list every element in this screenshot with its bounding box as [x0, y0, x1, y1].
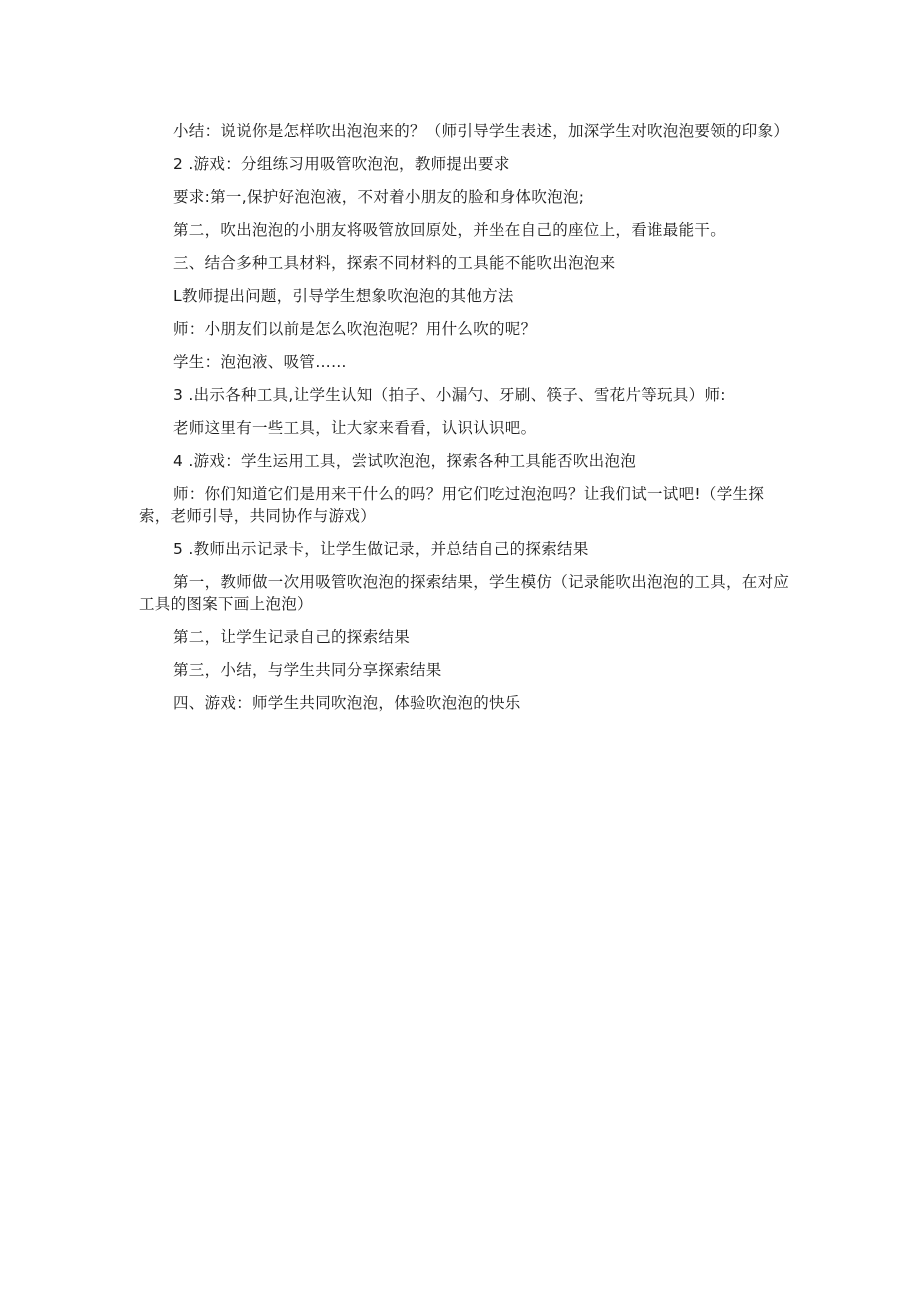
paragraph-summary: 小结：说说你是怎样吹出泡泡来的？（师引导学生表述，加深学生对吹泡泡要领的印象）: [173, 122, 790, 140]
paragraph-tools-intro: 老师这里有一些工具，让大家来看看，认识认识吧。: [173, 419, 537, 437]
paragraph-student-line: 学生：泡泡液、吸管……: [173, 353, 347, 371]
paragraph-teacher-question: L教师提出问题，引导学生想象吹泡泡的其他方法: [173, 287, 514, 305]
section-heading-4: 四、游戏：师学生共同吹泡泡，体验吹泡泡的快乐: [173, 694, 521, 712]
paragraph-teacher-line: 师：小朋友们以前是怎么吹泡泡呢？用什么吹的呢？: [173, 320, 537, 338]
paragraph-step-1: 第一，教师做一次用吸管吹泡泡的探索结果，学生模仿（记录能吹出泡泡的工具，在对应工具的图案下画上泡泡）: [139, 573, 790, 613]
section-heading-3: 三、结合多种工具材料，探索不同材料的工具能不能吹出泡泡来: [173, 254, 616, 272]
paragraph-requirement-2: 第二，吹出泡泡的小朋友将吸管放回原处，并坐在自己的座位上，看谁最能干。: [173, 221, 727, 239]
paragraph-game-practice: 2 .游戏：分组练习用吸管吹泡泡，教师提出要求: [173, 155, 510, 173]
paragraph-teacher-try: 师：你们知道它们是用来干什么的吗？用它们吃过泡泡吗？让我们试一试吧!（学生探索，老师引导，共同协作与游戏）: [139, 485, 765, 525]
paragraph-step-3: 第三，小结，与学生共同分享探索结果: [173, 661, 442, 679]
paragraph-show-tools: 3 .出示各种工具,让学生认知（拍子、小漏勺、牙刷、筷子、雪花片等玩具）师:: [173, 386, 726, 404]
paragraph-requirement-1: 要求:第一,保护好泡泡液，不对着小朋友的脸和身体吹泡泡;: [173, 188, 585, 206]
document-body: [139, 120, 794, 725]
paragraph-step-2: 第二，让学生记录自己的探索结果: [173, 628, 411, 646]
paragraph-record-card: 5 .教师出示记录卡，让学生做记录，并总结自己的探索结果: [173, 540, 589, 558]
paragraph-game-tools: 4 .游戏：学生运用工具，尝试吹泡泡，探索各种工具能否吹出泡泡: [173, 452, 637, 470]
